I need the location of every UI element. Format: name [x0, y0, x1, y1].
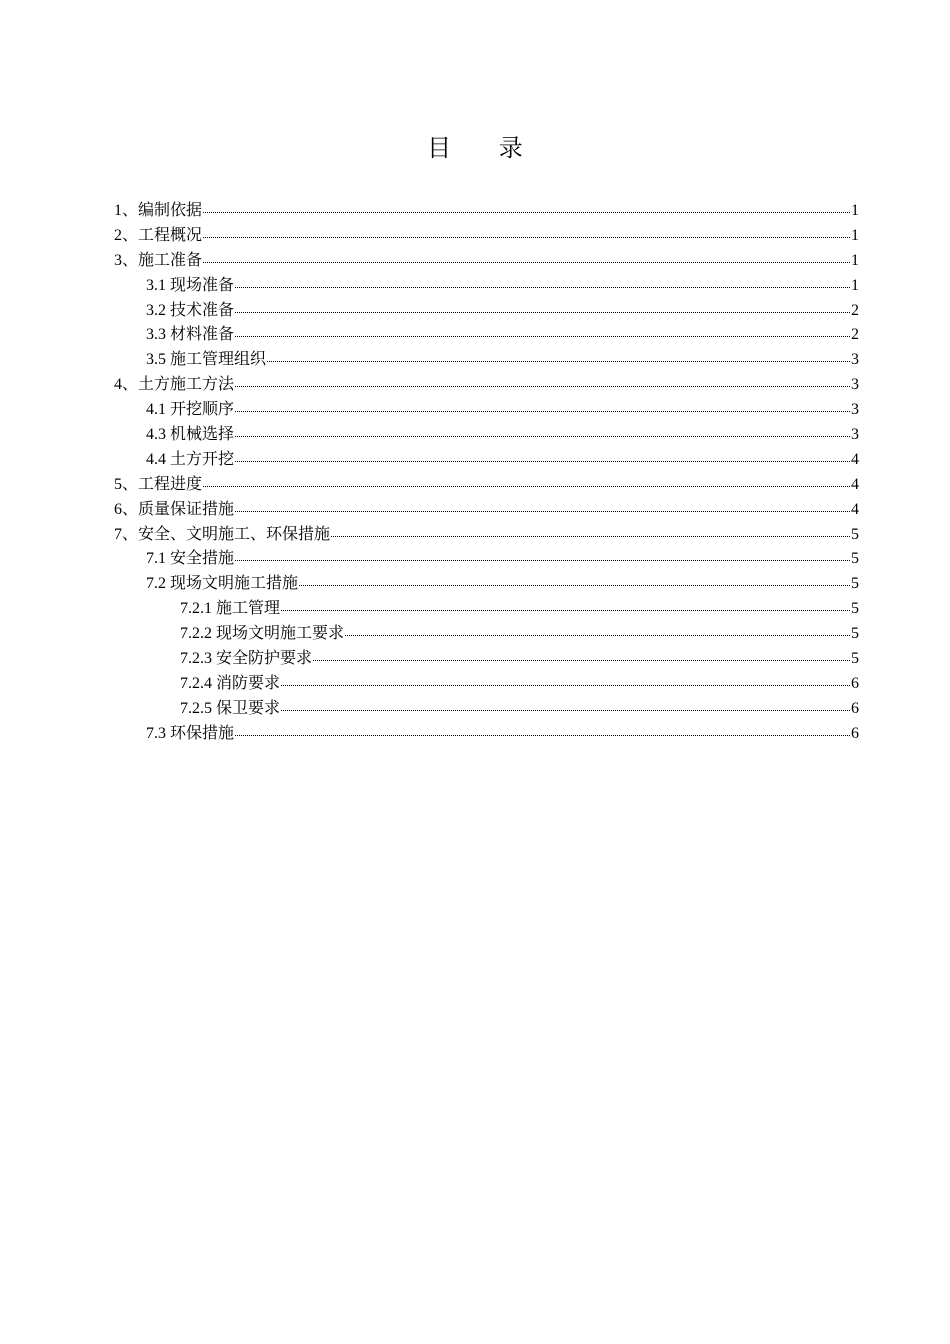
- toc-entry[interactable]: [114, 672, 859, 697]
- toc-entry[interactable]: [114, 647, 859, 672]
- dot-leader: [235, 423, 850, 439]
- dot-leader: [267, 348, 850, 364]
- toc-page-number: 5: [851, 550, 859, 568]
- dot-leader: [235, 274, 850, 290]
- toc-page-number: 3: [851, 401, 859, 419]
- toc-page-number: 1: [851, 202, 859, 219]
- page-title: 目 录: [427, 134, 543, 162]
- toc-page-number: 4: [851, 450, 859, 468]
- toc-entry[interactable]: [114, 423, 859, 448]
- dot-leader: [299, 572, 850, 588]
- toc-page-number: 6: [851, 699, 859, 717]
- dot-leader: [203, 249, 850, 265]
- toc-entry-title: 7.2.2 现场文明施工要求: [180, 625, 345, 643]
- toc-entry[interactable]: [114, 398, 859, 423]
- dot-leader: [235, 373, 850, 389]
- toc-entry-title: 7.2.5 保卫要求: [180, 699, 281, 717]
- toc-entry-title: 5、工程进度: [114, 475, 203, 493]
- dot-leader: [235, 323, 850, 339]
- dot-leader: [235, 398, 850, 414]
- dot-leader: [235, 498, 850, 514]
- toc-page-number: 5: [851, 650, 859, 668]
- table-of-contents: [114, 199, 859, 747]
- dot-leader: [203, 199, 850, 215]
- toc-entry[interactable]: [114, 523, 859, 548]
- toc-page-number: 6: [851, 674, 859, 692]
- toc-entry[interactable]: [114, 224, 859, 249]
- toc-entry[interactable]: [114, 597, 859, 622]
- dot-leader: [203, 224, 850, 240]
- dot-leader: [281, 672, 850, 688]
- toc-page-number: 5: [851, 625, 859, 643]
- toc-page-number: 2: [851, 326, 859, 344]
- dot-leader: [281, 697, 850, 713]
- toc-entry-title: 4.1 开挖顺序: [146, 401, 235, 419]
- toc-entry-title: 3.2 技术准备: [146, 301, 235, 319]
- toc-entry[interactable]: [114, 348, 859, 373]
- toc-entry-title: 4.4 土方开挖: [146, 450, 235, 468]
- dot-leader: [235, 547, 850, 563]
- toc-entry[interactable]: [114, 722, 859, 747]
- toc-entry[interactable]: [114, 547, 859, 572]
- dot-leader: [235, 448, 850, 464]
- toc-page-number: 3: [851, 426, 859, 444]
- toc-entry[interactable]: [114, 448, 859, 473]
- toc-page-number: 5: [851, 525, 859, 543]
- toc-page-number: 6: [851, 724, 859, 742]
- toc-page-number: 1: [851, 276, 859, 294]
- dot-leader: [345, 622, 850, 638]
- toc-entry[interactable]: [114, 299, 859, 324]
- toc-entry[interactable]: [114, 323, 859, 348]
- toc-entry-title: 1、编制依据: [114, 202, 203, 219]
- toc-entry-title: 3、施工准备: [114, 251, 203, 269]
- dot-leader: [235, 722, 850, 738]
- toc-entry-title: 3.3 材料准备: [146, 326, 235, 344]
- toc-entry-title: 4、土方施工方法: [114, 376, 235, 394]
- toc-page-number: 5: [851, 575, 859, 593]
- toc-page-number: 3: [851, 376, 859, 394]
- toc-entry[interactable]: [114, 274, 859, 299]
- dot-leader: [313, 647, 850, 663]
- toc-entry[interactable]: [114, 572, 859, 597]
- toc-entry-title: 6、质量保证措施: [114, 500, 235, 518]
- toc-entry-title: 3.5 施工管理组织: [146, 351, 267, 369]
- toc-entry[interactable]: [114, 373, 859, 398]
- dot-leader: [203, 473, 850, 489]
- toc-page-number: 4: [851, 500, 859, 518]
- toc-entry-title: 4.3 机械选择: [146, 426, 235, 444]
- toc-entry[interactable]: [114, 697, 859, 722]
- toc-entry[interactable]: [114, 498, 859, 523]
- toc-entry-title: 7.2.3 安全防护要求: [180, 650, 313, 668]
- toc-entry[interactable]: [114, 249, 859, 274]
- toc-entry[interactable]: [114, 199, 859, 224]
- dot-leader: [281, 597, 850, 613]
- toc-entry-title: 7.2 现场文明施工措施: [146, 575, 299, 593]
- toc-page-number: 2: [851, 301, 859, 319]
- toc-entry-title: 7.3 环保措施: [146, 724, 235, 742]
- toc-entry-title: 2、工程概况: [114, 226, 203, 244]
- toc-page-number: 5: [851, 600, 859, 618]
- toc-entry-title: 7、安全、文明施工、环保措施: [114, 525, 331, 543]
- toc-entry-title: 7.2.1 施工管理: [180, 600, 281, 618]
- toc-entry-title: 7.1 安全措施: [146, 550, 235, 568]
- toc-page-number: 1: [851, 251, 859, 269]
- toc-entry[interactable]: [114, 622, 859, 647]
- dot-leader: [235, 299, 850, 315]
- toc-entry-title: 7.2.4 消防要求: [180, 674, 281, 692]
- toc-page-number: 3: [851, 351, 859, 369]
- toc-entry-title: 3.1 现场准备: [146, 276, 235, 294]
- toc-page-number: 4: [851, 475, 859, 493]
- toc-entry[interactable]: [114, 473, 859, 498]
- dot-leader: [331, 523, 850, 539]
- toc-page-number: 1: [851, 226, 859, 244]
